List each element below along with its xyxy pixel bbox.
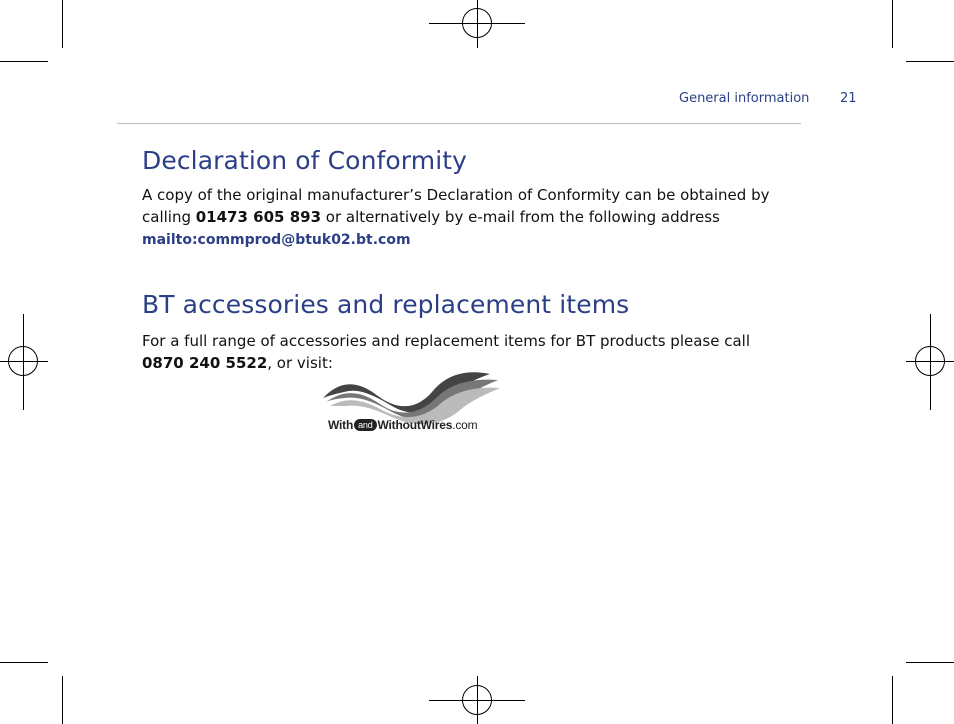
accessories-heading: BT accessories and replacement items (142, 290, 630, 319)
declaration-text-1: A copy of the original manufacturer’s Declaration of Conformity can be obtained by calling (142, 186, 770, 226)
accessories-text-2: , or visit: (267, 354, 333, 372)
logo-with: With (328, 418, 354, 432)
logo-dotcom: .com (452, 418, 478, 432)
declaration-email-link[interactable]: mailto:commprod@btuk02.bt.com (142, 232, 411, 248)
declaration-phone: 01473 605 893 (195, 208, 322, 226)
accessories-phone: 0870 240 5522 (142, 354, 268, 372)
declaration-heading: Declaration of Conformity (142, 146, 468, 175)
accessories-text-1: For a full range of accessories and replacement items for BT products please call (142, 332, 750, 350)
logo-and: and (354, 419, 376, 431)
declaration-paragraph (142, 184, 782, 228)
logo-wires: Wires (420, 418, 453, 432)
logo-wordmark (328, 418, 477, 432)
running-header: General information (679, 91, 810, 106)
logo-without: Without (377, 418, 421, 432)
header-rule (117, 123, 801, 124)
declaration-section (142, 146, 782, 248)
withandwithoutwires-logo[interactable] (320, 364, 502, 438)
accessories-section (142, 290, 782, 374)
declaration-text-2: or alternatively by e-mail from the following address (321, 208, 720, 226)
page-number: 21 (840, 91, 857, 106)
